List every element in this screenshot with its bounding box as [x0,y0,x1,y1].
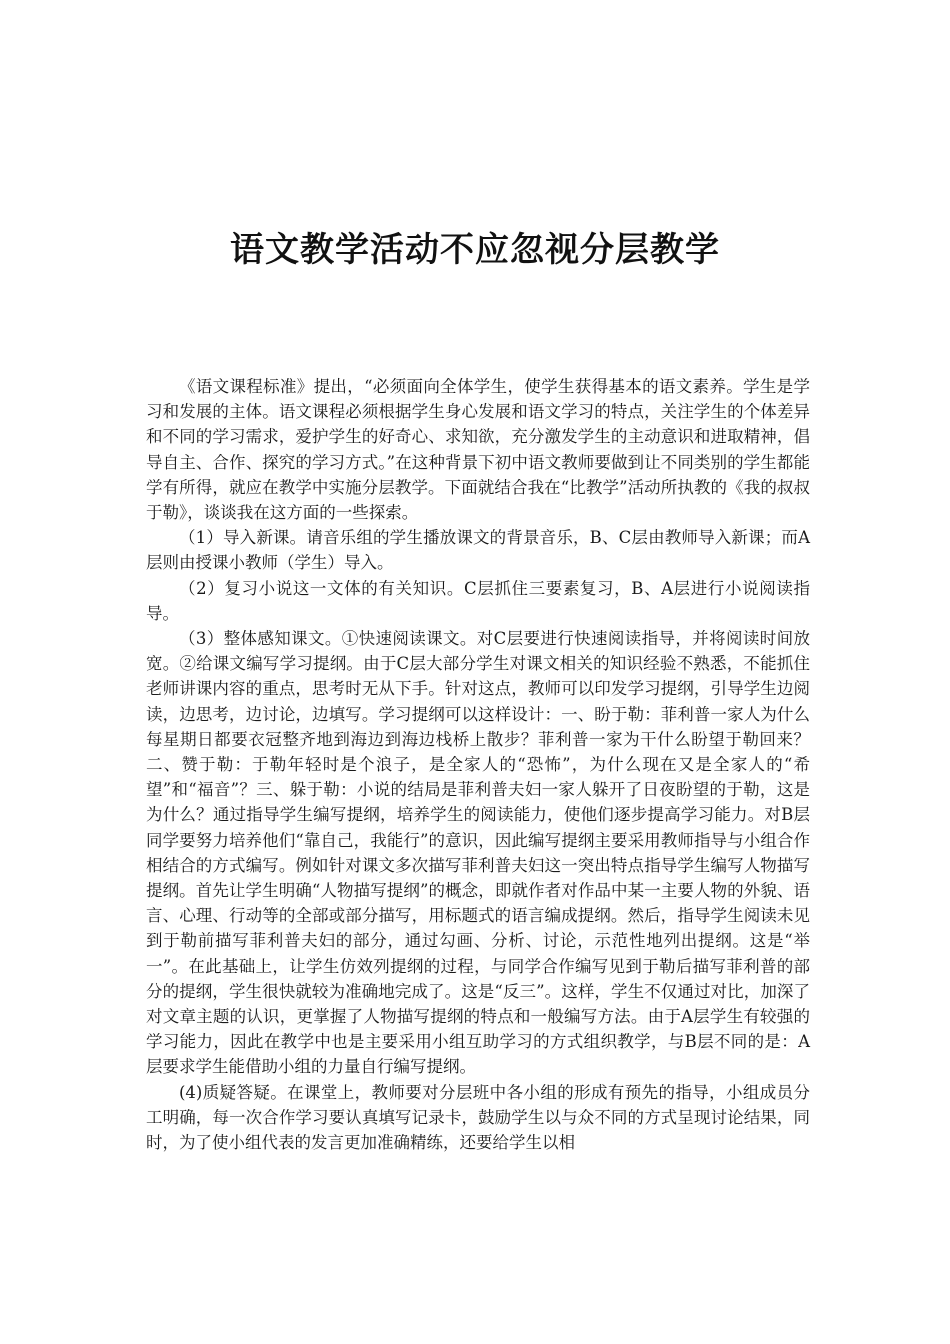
paragraph-step-2: （2）复习小说这一文体的有关知识。C层抓住三要素复习，B、A层进行小说阅读指导。 [146,578,810,623]
document-title: 语文教学活动不应忽视分层教学 [230,230,720,270]
paragraph-intro: 《语文课程标准》提出，“必须面向全体学生，使学生获得基本的语文素养。学生是学习和发展的主体。语文课程必须根据学生身心发展和语文学习的特点，关注学生的个体差异和不同的学习需求，爱护学生的好奇心、求知欲，充分激发学生的主动意识和进取精神，倡导自主、合作、探究的学习方式。”在这种背景下初中语文教师要做到让不同类别的学生都能学有所得，就应在教学中实施分层教学。下面就结合我在“比教学”活动所执教的《我的叔叔于勒》，谈谈我在这方面的一些探索。 [146,377,810,523]
paragraph-step-1: （1）导入新课。请音乐组的学生播放课文的背景音乐，B、C层由教师导入新课；而A层则由授课小教师（学生）导入。 [146,528,810,573]
document-body [146,374,810,1155]
paragraph-step-4: (4)质疑答疑。在课堂上，教师要对分层班中各小组的形成有预先的指导，小组成员分工明确，每一次合作学习要认真填写记录卡，鼓励学生以与众不同的方式呈现讨论结果，同时，为了使小组代表的发言更加准确精练，还要给学生以相 [146,1082,810,1153]
paragraph-step-3: （3）整体感知课文。①快速阅读课文。对C层要进行快速阅读指导，并将阅读时间放宽。②给课文编写学习提纲。由于C层大部分学生对课文相关的知识经验不熟悉，不能抓住老师讲课内容的重点，思考时无从下手。针对这点，教师可以印发学习提纲，引导学生边阅读，边思考，边讨论，边填写。学习提纲可以这样设计：一、盼于勒：菲利普一家人为什么每星期日都要衣冠整齐地到海边到海边栈桥上散步？菲利普一家为干什么盼望于勒回来？二、赞于勒：于勒年轻时是个浪子，是全家人的“恐怖”，为什么现在又是全家人的“希望”和“福音”？三、躲于勒：小说的结局是菲利普夫妇一家人躲开了日夜盼望的于勒，这是为什么？通过指导学生编写提纲，培养学生的阅读能力，使他们逐步提高学习能力。对B层同学要努力培养他们“靠自己，我能行”的意识，因此编写提纲主要采用教师指导与小组合作相结合的方式编写。例如针对课文多次描写菲利普夫妇这一突出特点指导学生编写人物描写提纲。首先让学生明确“人物描写提纲”的概念，即就作者对作品中某一主要人物的外貌、语言、心理、行动等的全部或部分描写，用标题式的语言编成提纲。然后，指导学生阅读未见到于勒前描写菲利普夫妇的部分，通过勾画、分析、讨论，示范性地列出提纲。这是“举一”。在此基础上，让学生仿效列提纲的过程，与同学合作编写见到于勒后描写菲利普的部分的提纲，学生很快就较为准确地完成了。这是“反三”。这样，学生不仅通过对比，加深了对文章主题的认识，更掌握了人物描写提纲的特点和一般编写方法。由于A层学生有较强的学习能力，因此在教学中也是主要采用小组互助学习的方式组织教学，与B层不同的是：A层要求学生能借助小组的力量自行编写提纲。 [146,629,810,1077]
